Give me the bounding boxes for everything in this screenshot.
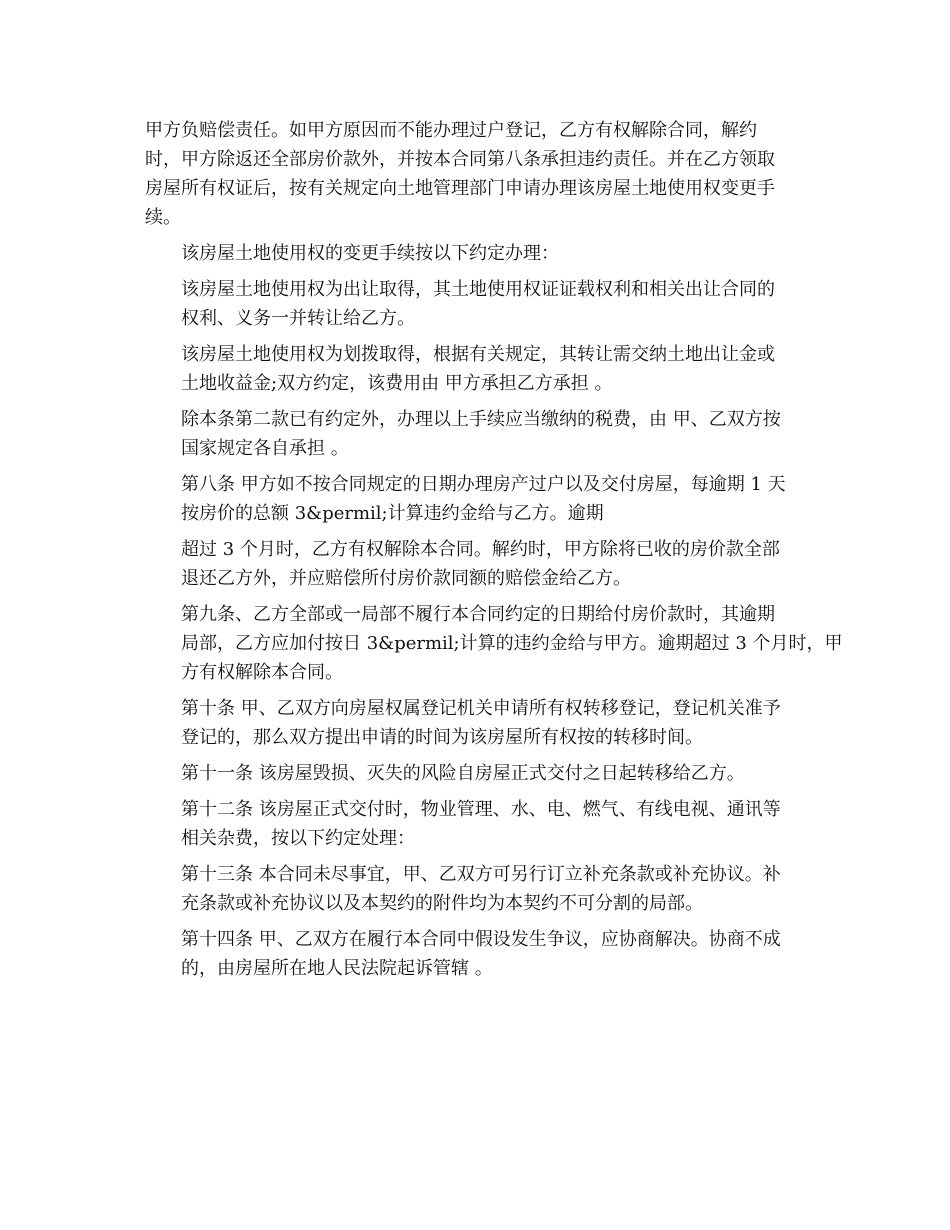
- text-line: 第十条 甲、乙双方向房屋权属登记机关申请所有权转移登记，登记机关准予: [181, 698, 781, 719]
- text-line: 第十三条 本合同未尽事宜，甲、乙双方可另行订立补充条款或补充协议。补: [181, 864, 781, 885]
- text-line: 续。: [145, 207, 181, 228]
- text-line: 权利、义务一并转让给乙方。: [181, 308, 415, 329]
- text-line: 第八条 甲方如不按合同规定的日期办理房产过户以及交付房屋，每逾期 1 天: [181, 474, 786, 495]
- text-line: 超过 3 个月时，乙方有权解除本合同。解约时，甲方除将已收的房价款全部: [181, 539, 780, 560]
- text-line: 第十二条 该房屋正式交付时，物业管理、水、电、燃气、有线电视、通讯等: [181, 799, 781, 820]
- text-line: 局部，乙方应加付按日 3&permil;计算的违约金给与甲方。逾期超过 3 个月时，甲: [181, 633, 843, 654]
- paragraph: [145, 925, 815, 983]
- text-line: 房屋所有权证后，按有关规定向土地管理部门申请办理该房屋土地使用权变更手: [145, 178, 775, 199]
- text-line: 第十四条 甲、乙双方在履行本合同中假设发生争议，应协商解决。协商不成: [181, 929, 781, 950]
- paragraph: [145, 470, 815, 528]
- text-line: 充条款或补充协议以及本契约的附件均为本契约不可分割的局部。: [181, 893, 703, 914]
- text-line: 退还乙方外，并应赔偿所付房价款同额的赔偿金给乙方。: [181, 568, 631, 589]
- text-line: 时，甲方除返还全部房价款外，并按本合同第八条承担违约责任。并在乙方领取: [145, 149, 775, 170]
- paragraph: [145, 795, 815, 853]
- text-line: 方有权解除本合同。: [181, 662, 343, 683]
- text-line: 甲方负赔偿责任。如甲方原因而不能办理过户登记，乙方有权解除合同，解约: [145, 120, 757, 141]
- paragraph: [145, 340, 815, 398]
- text-line: 按房价的总额 3&permil;计算违约金给与乙方。逾期: [181, 503, 604, 524]
- text-line: 该房屋土地使用权为划拨取得，根据有关规定，其转让需交纳土地出让金或: [181, 344, 775, 365]
- text-line: 除本条第二款已有约定外，办理以上手续应当缴纳的税费，由 甲、乙双方按: [181, 409, 781, 430]
- paragraph: [145, 860, 815, 918]
- paragraph: [145, 275, 815, 333]
- paragraph: [145, 600, 843, 687]
- paragraph: [145, 535, 815, 593]
- document-body: [145, 116, 843, 990]
- paragraph: [145, 694, 815, 752]
- paragraph: [145, 239, 815, 268]
- text-line: 相关杂费，按以下约定处理：: [181, 828, 415, 849]
- paragraph: [145, 759, 815, 788]
- text-line: 第九条、乙方全部或一局部不履行本合同约定的日期给付房价款时，其逾期: [181, 604, 775, 625]
- text-line: 土地收益金;双方约定，该费用由 甲方承担乙方承担 。: [181, 373, 613, 394]
- text-line: 登记的，那么双方提出申请的时间为该房屋所有权按的转移时间。: [181, 727, 703, 748]
- text-line: 该房屋土地使用权为出让取得，其土地使用权证证载权利和相关出让合同的: [181, 279, 775, 300]
- paragraph: [145, 116, 815, 232]
- text-line: 该房屋土地使用权的变更手续按以下约定办理：: [181, 243, 559, 264]
- paragraph: [145, 405, 815, 463]
- text-line: 第十一条 该房屋毁损、灭失的风险自房屋正式交付之日起转移给乙方。: [181, 763, 745, 784]
- text-line: 的，由房屋所在地人民法院起诉管辖 。: [181, 958, 493, 979]
- text-line: 国家规定各自承担 。: [181, 438, 349, 459]
